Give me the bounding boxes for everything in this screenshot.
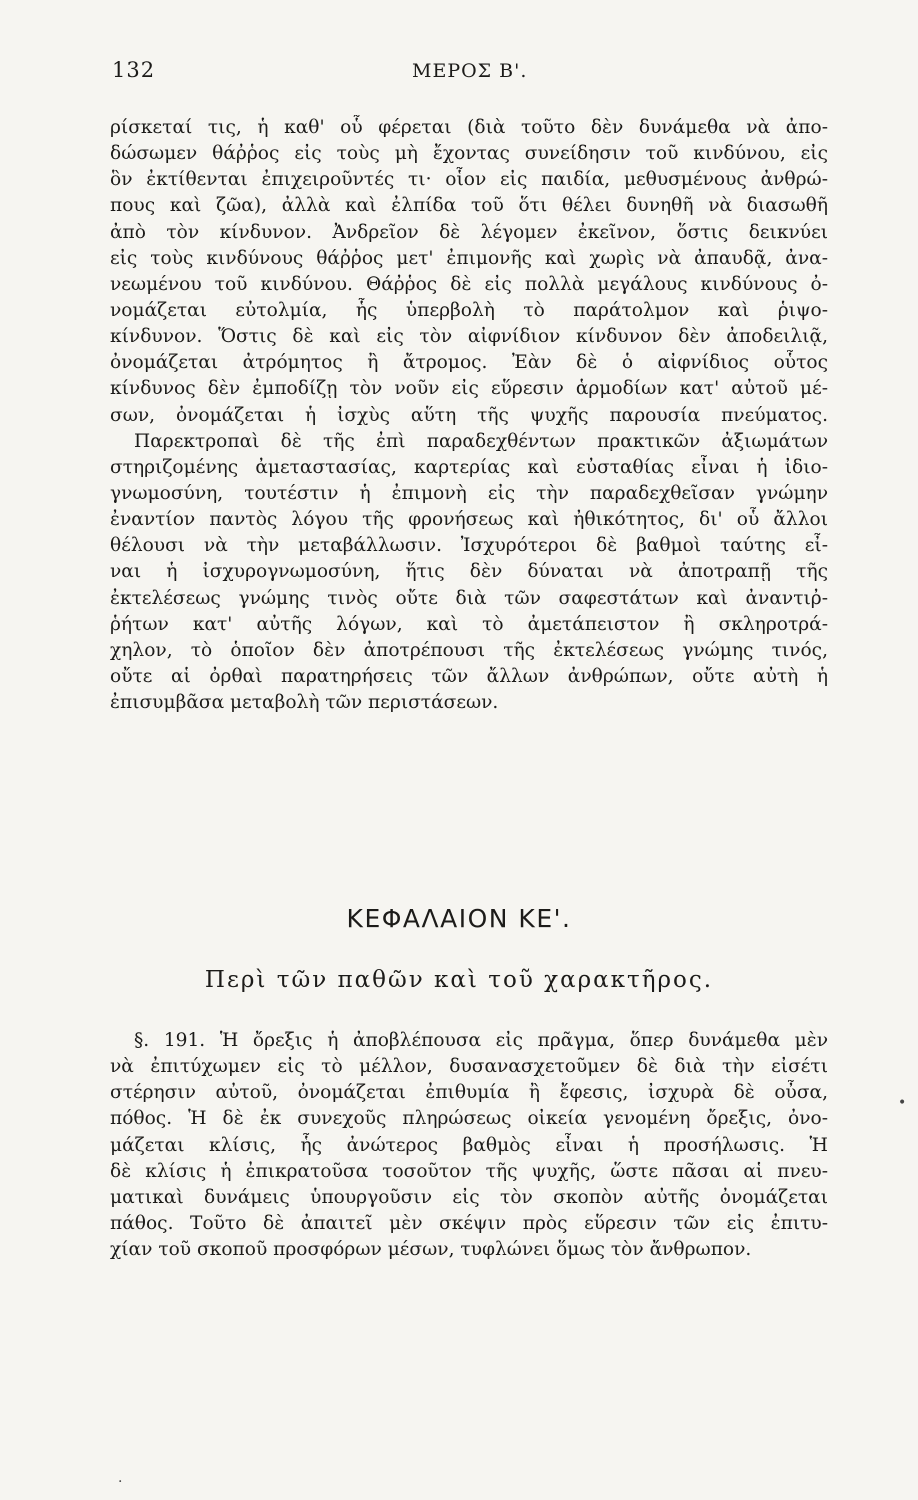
text-line: στέρησιν αὐτοῦ, ὀνομάζεται ἐπιθυμία ἢ ἔφεσις, ἰσχυρὰ δὲ οὖσα, xyxy=(110,1082,828,1104)
text-line: μάζεται κλίσις, ἧς ἀνώτερος βαθμὸς εἶναι ἡ προσήλωσις. Ἡ xyxy=(110,1134,828,1156)
running-head: ΜΕΡΟΣ Β'. xyxy=(412,60,528,82)
paper-speck: • xyxy=(898,1095,907,1111)
text-line: πόθος. Ἡ δὲ ἐκ συνεχοῦς πληρώσεως οἰκεία γενομένη ὄρεξις, ὀνο- xyxy=(110,1108,828,1130)
text-line: χηλον, τὸ ὁποῖον δὲν ἀποτρέπουσι τῆς ἐκτελέσεως γνώμης τινός, xyxy=(110,639,828,661)
text-line: γνωμοσύνη, τουτέστιν ἡ ἐπιμονὴ εἰς τὴν παραδεχθεῖσαν γνώμην xyxy=(110,482,828,504)
text-line: δώσωμεν θάῤῥος εἰς τοὺς μὴ ἔχοντας συνείδησιν τοῦ κινδύνου, εἰς xyxy=(110,143,828,165)
text-line: νομάζεται εὐτολμία, ἧς ὑπερβολὴ τὸ παράτολμον καὶ ῥιψο- xyxy=(110,299,828,321)
text-line: κίνδυνος δὲν ἐμποδίζῃ τὸν νοῦν εἰς εὕρεσιν ἁρμοδίων κατ' αὐτοῦ μέ- xyxy=(110,378,828,400)
text-line: ἐπισυμβᾶσα μεταβολὴ τῶν περιστάσεων. xyxy=(110,692,499,714)
chapter-heading: ΚΕΦΑΛΑΙΟΝ ΚΕ'. xyxy=(346,904,572,933)
text-line: οὔτε αἱ ὀρθαὶ παρατηρήσεις τῶν ἄλλων ἀνθρώπων, οὔτε αὐτὴ ἡ xyxy=(110,665,828,687)
text-line: πους καὶ ζῶα), ἀλλὰ καὶ ἐλπίδα τοῦ ὅτι θέλει δυνηθῆ νὰ διασωθῆ xyxy=(110,195,828,217)
text-line: ὀνομάζεται ἀτρόμητος ἢ ἄτρομος. Ἐὰν δὲ ὁ αἰφνίδιος οὗτος xyxy=(110,352,828,374)
text-line: χίαν τοῦ σκοποῦ προσφόρων μέσων, τυφλώνει ὅμως τὸν ἄνθρωπον. xyxy=(110,1239,752,1261)
page-number: 132 xyxy=(112,58,156,82)
text-line: πάθος. Τοῦτο δὲ ἀπαιτεῖ μὲν σκέψιν πρὸς εὕρεσιν τῶν εἰς ἐπιτυ- xyxy=(110,1212,828,1234)
text-line: ἐκτελέσεως γνώμης τινὸς οὔτε διὰ τῶν σαφεστάτων καὶ ἀναντιῤ- xyxy=(110,587,828,609)
paper-speck: · xyxy=(118,1474,123,1490)
text-line: νὰ ἐπιτύχωμεν εἰς τὸ μέλλον, δυσανασχετοῦμεν δὲ διὰ τὴν εἰσέτι xyxy=(110,1056,828,1078)
paragraph-start-line: Παρεκτροπαὶ δὲ τῆς ἐπὶ παραδεχθέντων πρακτικῶν ἀξιωμάτων xyxy=(134,430,828,452)
text-line: νεωμένου τοῦ κινδύνου. Θάῤῥος δὲ εἰς πολλὰ μεγάλους κινδύνους ὀ- xyxy=(110,273,828,295)
text-line: κίνδυνον. Ὅστις δὲ καὶ εἰς τὸν αἰφνίδιον κίνδυνον δὲν ἀποδειλιᾷ, xyxy=(110,326,828,348)
text-line: εἰς τοὺς κινδύνους θάῤῥος μετ' ἐπιμονῆς καὶ χωρὶς νὰ ἀπαυδᾷ, ἀνα- xyxy=(110,247,828,269)
text-line: θέλουσι νὰ τὴν μεταβάλλωσιν. Ἰσχυρότεροι δὲ βαθμοὶ ταύτης εἶ- xyxy=(110,535,828,557)
text-line: ρίσκεταί τις, ἡ καθ' οὗ φέρεται (διὰ τοῦτο δὲν δυνάμεθα νὰ ἀπο- xyxy=(110,117,828,138)
text-line: ὃν ἐκτίθενται ἐπιχειροῦντές τι· οἷον εἰς παιδία, μεθυσμένους ἀνθρώ- xyxy=(110,169,828,191)
text-line: ναι ἡ ἰσχυρογνωμοσύνη, ἥτις δὲν δύναται νὰ ἀποτραπῇ τῆς xyxy=(110,561,828,583)
text-line: ῥήτων κατ' αὐτῆς λόγων, καὶ τὸ ἀμετάπειστον ἢ σκληροτρά- xyxy=(110,613,828,635)
text-line: ἐναντίον παντὸς λόγου τῆς φρονήσεως καὶ ἠθικότητος, δι' οὗ ἄλλοι xyxy=(110,509,828,531)
text-line: δὲ κλίσις ἡ ἐπικρατοῦσα τοσοῦτον τῆς ψυχῆς, ὥστε πᾶσαι αἱ πνευ- xyxy=(110,1160,828,1182)
paragraph-start-line: §. 191. Ἡ ὄρεξις ἡ ἀποβλέπουσα εἰς πρᾶγμα, ὅπερ δυνάμεθα μὲν xyxy=(134,1030,828,1051)
text-line: σων, ὀνομάζεται ἡ ἰσχὺς αὕτη τῆς ψυχῆς παρουσία πνεύματος. xyxy=(110,404,828,426)
body-text-section-2 xyxy=(110,1028,828,1263)
chapter-subtitle: Περὶ τῶν παθῶν καὶ τοῦ χαρακτῆρος. xyxy=(204,967,714,993)
text-line: ματικαὶ δυνάμεις ὑπουργοῦσιν εἰς τὸν σκοπὸν αὐτῆς ὀνομάζεται xyxy=(110,1186,828,1208)
text-line: ἀπὸ τὸν κίνδυνον. Ἀνδρεῖον δὲ λέγομεν ἐκεῖνον, ὅστις δεικνύει xyxy=(110,221,828,243)
page-header xyxy=(112,58,828,92)
body-text-section-1 xyxy=(110,115,828,716)
text-line: στηριζομένης ἀμεταστασίας, καρτερίας καὶ εὐσταθίας εἶναι ἡ ἰδιο- xyxy=(110,456,828,478)
